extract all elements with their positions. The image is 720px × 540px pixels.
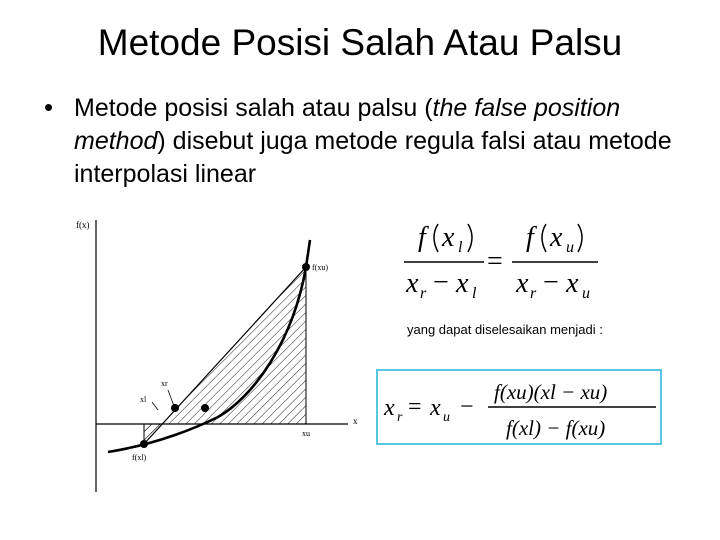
equation-result (378, 371, 660, 443)
point-f-xu (302, 263, 310, 271)
eq1-rhs-den-b: x (566, 268, 579, 299)
eq1-lhs-den-b: x (456, 268, 469, 299)
eq1-lhs-den-b-sub: l (472, 285, 477, 302)
caption-text: yang dapat diselesaikan menjadi : (407, 322, 603, 337)
slide-title: Metode Posisi Salah Atau Palsu (97, 22, 623, 63)
eq1-equals: = (487, 246, 503, 277)
label-xr: xr (161, 379, 168, 388)
label-xl: xl (140, 395, 147, 404)
bullet-text-part2: ) disebut juga metode regula falsi atau metode interpolasi linear (74, 127, 672, 188)
eq1-lhs-paren-open (434, 224, 438, 252)
eq2-minus: − (460, 394, 474, 420)
eq1-rhs-paren-open (542, 224, 546, 252)
eq1-rhs-num-var: x (550, 222, 563, 253)
eq1-rhs-den-a: x (516, 268, 529, 299)
label-f-xu: f(xu) (312, 263, 328, 272)
eq1-lhs-num-sub: l (458, 239, 463, 256)
eq1-rhs-den-minus: − (543, 267, 559, 298)
bullet-text-italic: the false position method (74, 94, 621, 155)
bullet-point (44, 92, 684, 191)
eq2-denominator: f(xl) − f(xu) (506, 416, 606, 440)
label-xu: xu (302, 429, 310, 438)
point-xr (171, 404, 179, 412)
eq2-equals: = (408, 394, 422, 420)
eq1-lhs-den-a: x (406, 268, 419, 299)
false-position-graph (58, 212, 368, 502)
eq1-lhs-den-a-sub: r (420, 285, 427, 302)
xl-arrow (152, 402, 158, 410)
eq1-rhs-num-sub: u (566, 239, 574, 256)
eq2-xu-sub: u (443, 410, 450, 425)
eq1-lhs-paren-close (468, 224, 472, 252)
eq1-rhs-num-f: f (526, 222, 534, 253)
eq1-rhs-paren-close (578, 224, 582, 252)
eq2-lhs-sub: r (397, 410, 403, 425)
bullet-text-part1: Metode posisi salah atau palsu ( (74, 94, 433, 122)
eq2-numerator: f(xu)(xl − xu) (494, 380, 608, 404)
equation-result-box (376, 369, 662, 445)
eq1-rhs-den-b-sub: u (582, 285, 590, 302)
label-f-xl: f(xl) (132, 453, 147, 462)
equation-ratio (398, 212, 608, 304)
eq2-xu: x (430, 395, 441, 421)
xr-arrow (168, 390, 174, 406)
eq1-lhs-num-var: x (442, 222, 455, 253)
point-f-xl (140, 440, 148, 448)
y-axis-label: f(x) (76, 220, 90, 230)
bullet-text (74, 92, 684, 191)
x-axis-label: x (353, 416, 358, 426)
eq2-lhs: x (384, 395, 395, 421)
bullet-marker: • (44, 92, 54, 122)
eq1-rhs-den-a-sub: r (530, 285, 537, 302)
point-root (201, 404, 209, 412)
eq1-lhs-num-f: f (418, 222, 426, 253)
eq1-lhs-den-minus: − (433, 267, 449, 298)
